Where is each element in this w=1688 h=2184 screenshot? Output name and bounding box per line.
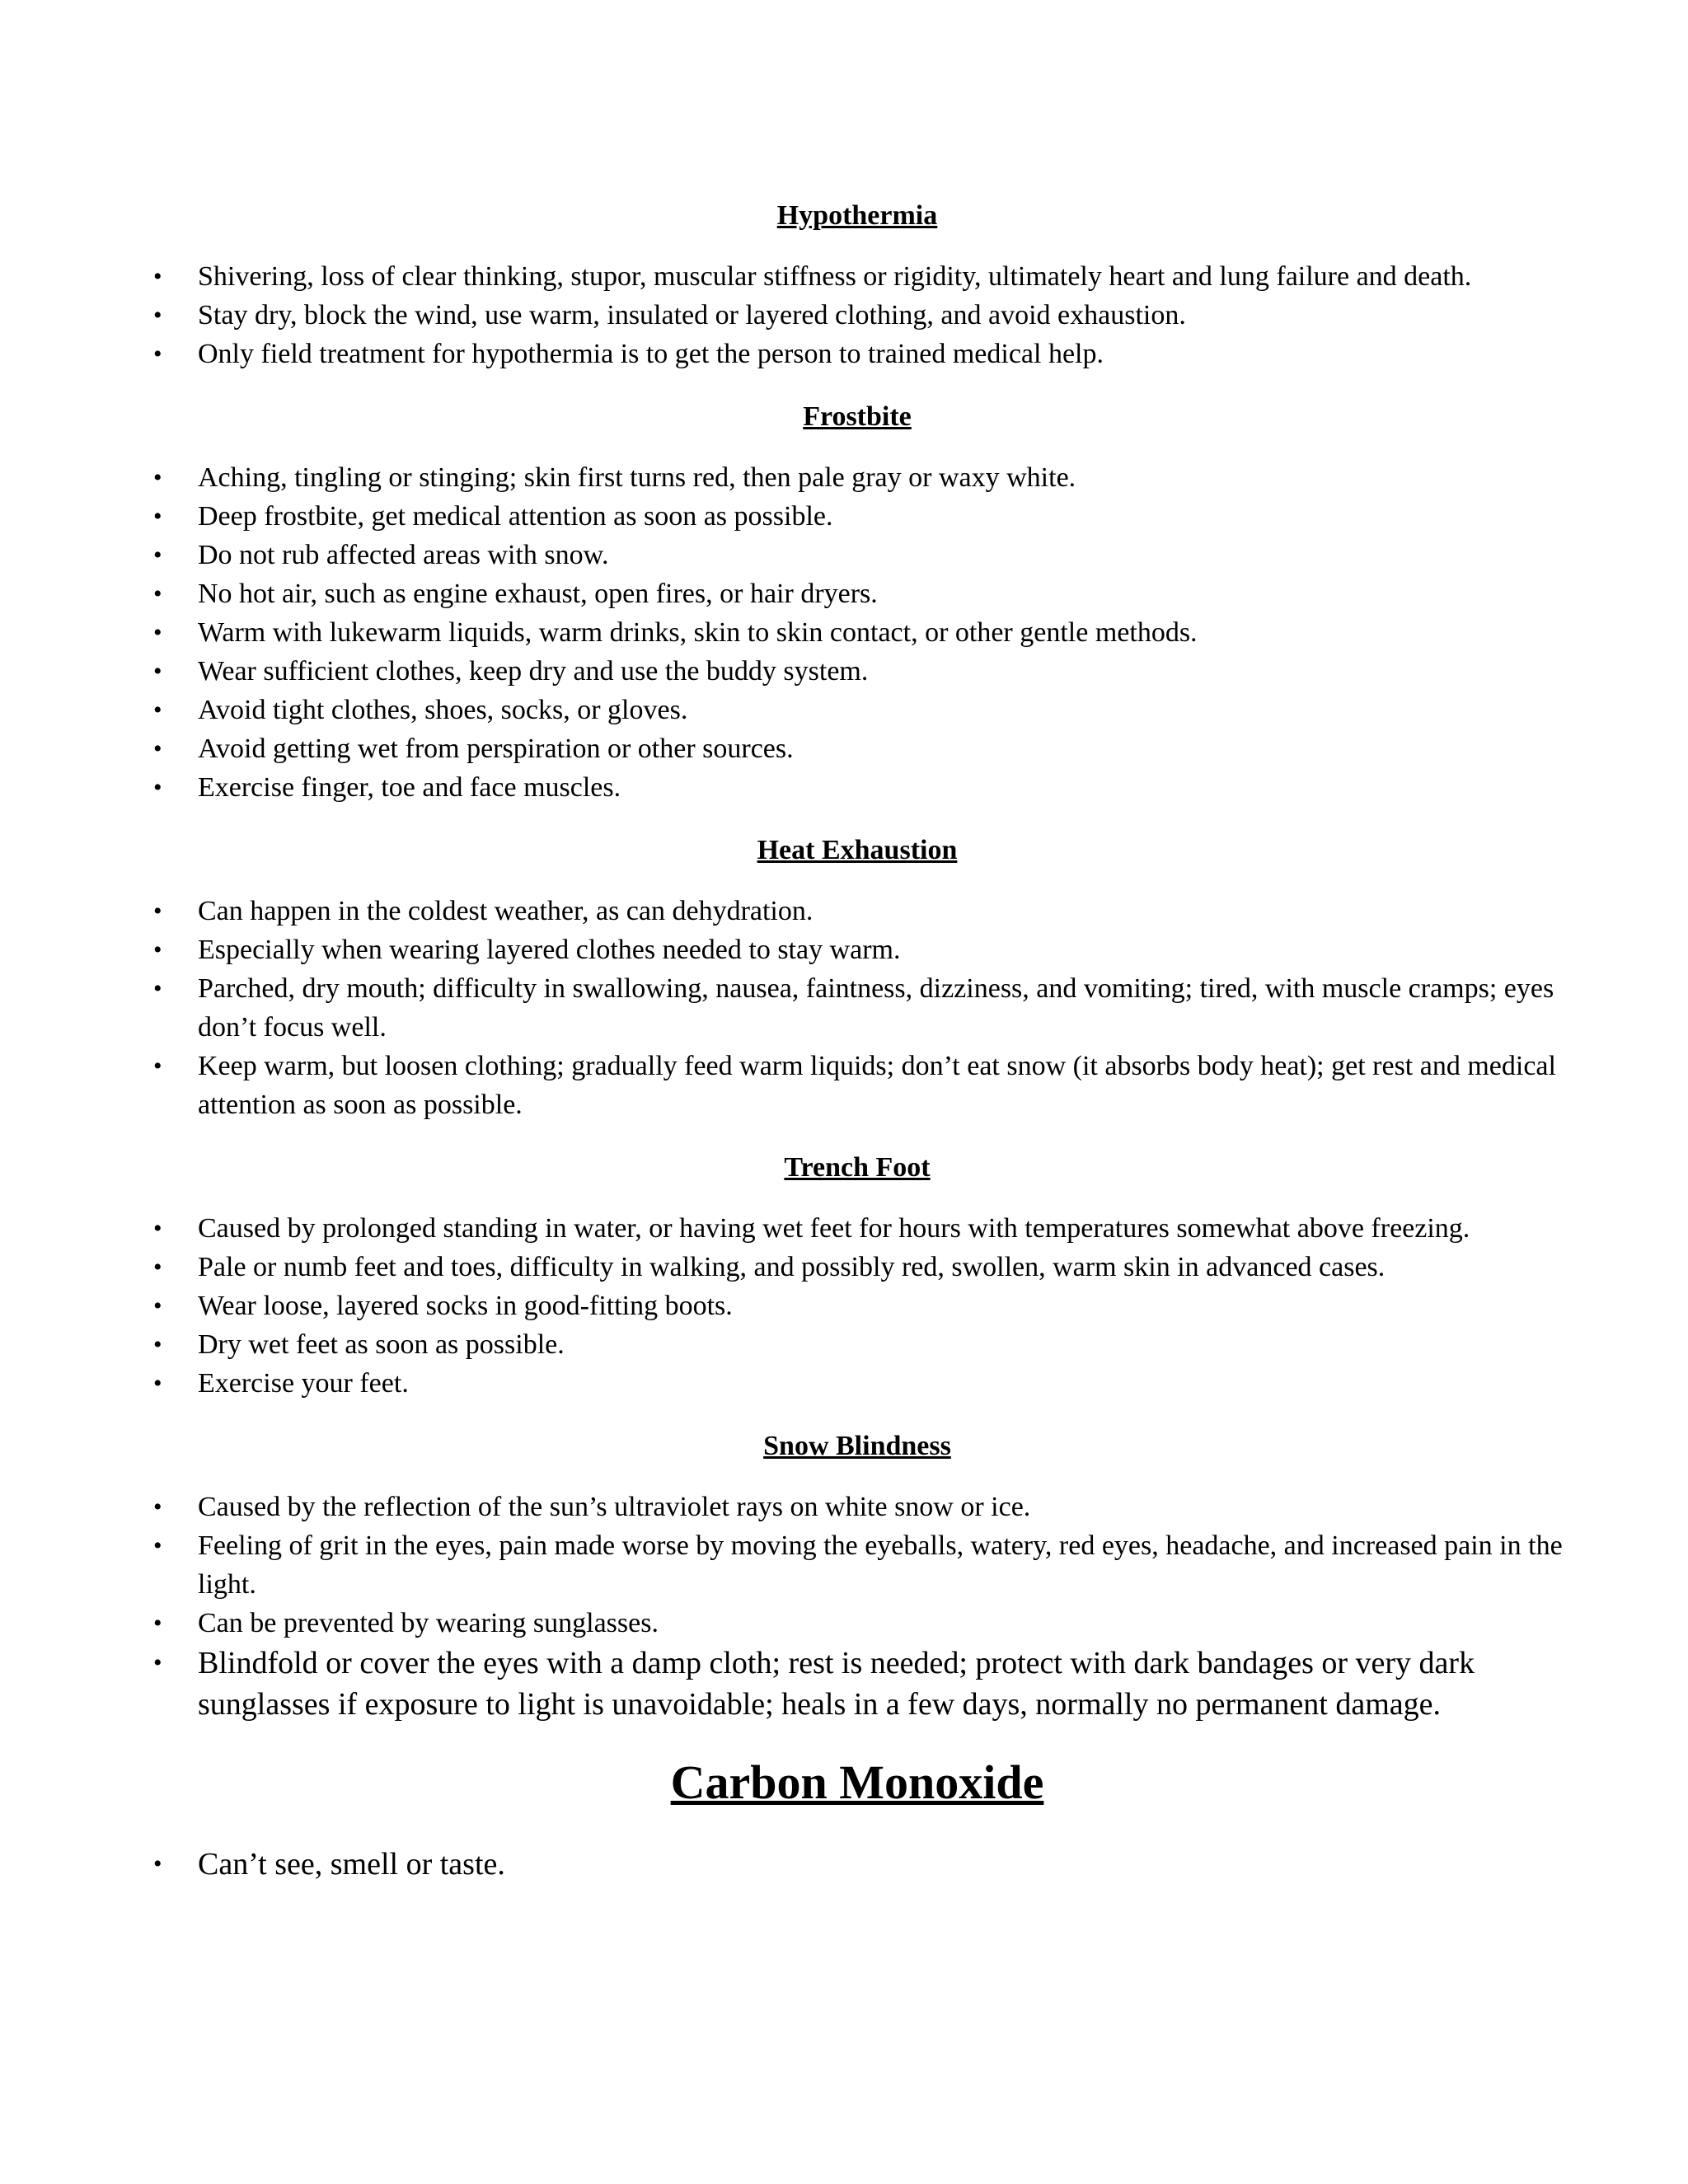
list-item-text: Keep warm, but loosen clothing; gradually feed warm liquids; don’t eat snow (it absorbs body heat); get rest and medical attention as soon as possible.	[198, 1051, 1556, 1120]
bullet-list	[150, 1488, 1564, 1643]
list-item	[150, 729, 1564, 768]
list-item	[150, 536, 1564, 574]
list-item	[150, 892, 1564, 930]
list-item	[150, 574, 1564, 613]
bullet-icon: •	[153, 1532, 162, 1559]
bullet-icon: •	[153, 1610, 162, 1637]
list-item-text: Exercise finger, toe and face muscles.	[198, 772, 621, 803]
list-item-text: Deep frostbite, get medical attention as soon as possible.	[198, 501, 833, 532]
list-item-text: Wear loose, layered socks in good-fitting boots.	[198, 1291, 733, 1321]
bullet-list	[150, 257, 1564, 373]
section-hypothermia	[150, 199, 1564, 373]
list-item-text: Only field treatment for hypothermia is to get the person to trained medical help.	[198, 339, 1104, 369]
list-item-text: Exercise your feet.	[198, 1368, 409, 1399]
bullet-icon: •	[153, 898, 162, 925]
section-heading: Heat Exhaustion	[757, 835, 958, 865]
list-item	[150, 1325, 1564, 1364]
bullet-icon: •	[153, 302, 162, 329]
list-item-text: Can’t see, smell or taste.	[198, 1847, 505, 1882]
list-item-text: Do not rub affected areas with snow.	[198, 540, 609, 570]
section-heat-exhaustion	[150, 834, 1564, 1124]
bullet-icon: •	[153, 774, 162, 801]
list-item-text: Stay dry, block the wind, use warm, insulated or layered clothing, and avoid exhaustion.	[198, 300, 1186, 330]
section-carbon-monoxide	[150, 1755, 1564, 1885]
list-item-text: Blindfold or cover the eyes with a damp cloth; rest is needed; protect with dark bandages or very dark sunglasses if exposure to light is unavoidable; heals in a few days, normally no permanent damage.	[198, 1646, 1475, 1722]
list-item	[150, 1209, 1564, 1248]
list-item	[150, 257, 1564, 296]
section-snow-blindness	[150, 1430, 1564, 1725]
bullet-icon: •	[153, 1254, 162, 1281]
list-item-text: Wear sufficient clothes, keep dry and use the buddy system.	[198, 656, 869, 687]
list-item	[150, 458, 1564, 497]
list-item-text: Can happen in the coldest weather, as can dehydration.	[198, 896, 814, 926]
bullet-icon: •	[153, 464, 162, 491]
bullet-list	[150, 1643, 1564, 1725]
bullet-icon: •	[153, 619, 162, 646]
bullet-icon: •	[153, 658, 162, 685]
bullet-list	[150, 1844, 1564, 1885]
bullet-icon: •	[153, 541, 162, 569]
list-item	[150, 1844, 1564, 1885]
list-item	[150, 1604, 1564, 1643]
list-item-text: Parched, dry mouth; difficulty in swallowing, nausea, faintness, dizziness, and vomiting; tired, with muscle cramps; eyes don’t focus well.	[198, 973, 1554, 1043]
list-item	[150, 335, 1564, 373]
list-item	[150, 1047, 1564, 1124]
bullet-icon: •	[153, 975, 162, 1002]
list-item	[150, 652, 1564, 691]
bullet-icon: •	[153, 735, 162, 762]
list-item-text: Pale or numb feet and toes, difficulty in walking, and possibly red, swollen, warm skin in advanced cases.	[198, 1252, 1386, 1282]
bullet-icon: •	[153, 1493, 162, 1521]
list-item	[150, 930, 1564, 969]
list-item-text: Caused by prolonged standing in water, or having wet feet for hours with temperatures somewhat above freezing.	[198, 1213, 1470, 1244]
list-item	[150, 969, 1564, 1047]
bullet-icon: •	[153, 1850, 162, 1877]
list-item-text: Shivering, loss of clear thinking, stupor, muscular stiffness or rigidity, ultimately heart and lung failure and death.	[198, 261, 1472, 292]
list-item-text: Caused by the reflection of the sun’s ultraviolet rays on white snow or ice.	[198, 1492, 1031, 1522]
bullet-icon: •	[153, 1052, 162, 1080]
list-item	[150, 1526, 1564, 1604]
list-item	[150, 691, 1564, 729]
list-item-text: Aching, tingling or stinging; skin first turns red, then pale gray or waxy white.	[198, 462, 1076, 493]
list-item	[150, 497, 1564, 536]
list-item	[150, 1488, 1564, 1526]
bullet-icon: •	[153, 1370, 162, 1397]
list-item-text: Warm with lukewarm liquids, warm drinks, skin to skin contact, or other gentle methods.	[198, 617, 1198, 648]
list-item-text: Feeling of grit in the eyes, pain made worse by moving the eyeballs, watery, red eyes, headache, and increased pain in the light.	[198, 1530, 1563, 1600]
bullet-icon: •	[153, 340, 162, 368]
section-heading: Trench Foot	[784, 1152, 931, 1183]
bullet-icon: •	[153, 1331, 162, 1358]
bullet-icon: •	[153, 580, 162, 607]
bullet-icon: •	[153, 1292, 162, 1319]
bullet-icon: •	[153, 696, 162, 724]
list-item	[150, 613, 1564, 652]
list-item	[150, 1364, 1564, 1403]
bullet-icon: •	[153, 263, 162, 290]
section-heading: Carbon Monoxide	[670, 1755, 1044, 1809]
bullet-list	[150, 892, 1564, 1124]
section-heading: Snow Blindness	[763, 1431, 951, 1461]
bullet-list	[150, 458, 1564, 807]
list-item	[150, 1286, 1564, 1325]
list-item-text: Dry wet feet as soon as possible.	[198, 1329, 565, 1360]
section-heading: Hypothermia	[776, 200, 938, 231]
bullet-icon: •	[153, 1649, 162, 1676]
list-item-text: Especially when wearing layered clothes needed to stay warm.	[198, 935, 901, 965]
list-item-text: Avoid tight clothes, shoes, socks, or gloves.	[198, 695, 688, 725]
list-item	[150, 296, 1564, 335]
bullet-icon: •	[153, 503, 162, 530]
list-item-text: Can be prevented by wearing sunglasses.	[198, 1608, 659, 1638]
bullet-icon: •	[153, 936, 162, 963]
list-item-text: Avoid getting wet from perspiration or other sources.	[198, 733, 794, 764]
section-trench-foot	[150, 1151, 1564, 1403]
list-item-text: No hot air, such as engine exhaust, open fires, or hair dryers.	[198, 579, 878, 609]
list-item	[150, 1248, 1564, 1286]
bullet-list	[150, 1209, 1564, 1403]
bullet-icon: •	[153, 1215, 162, 1242]
section-heading: Frostbite	[803, 401, 912, 432]
section-frostbite	[150, 401, 1564, 807]
list-item	[150, 1643, 1564, 1725]
list-item	[150, 768, 1564, 807]
